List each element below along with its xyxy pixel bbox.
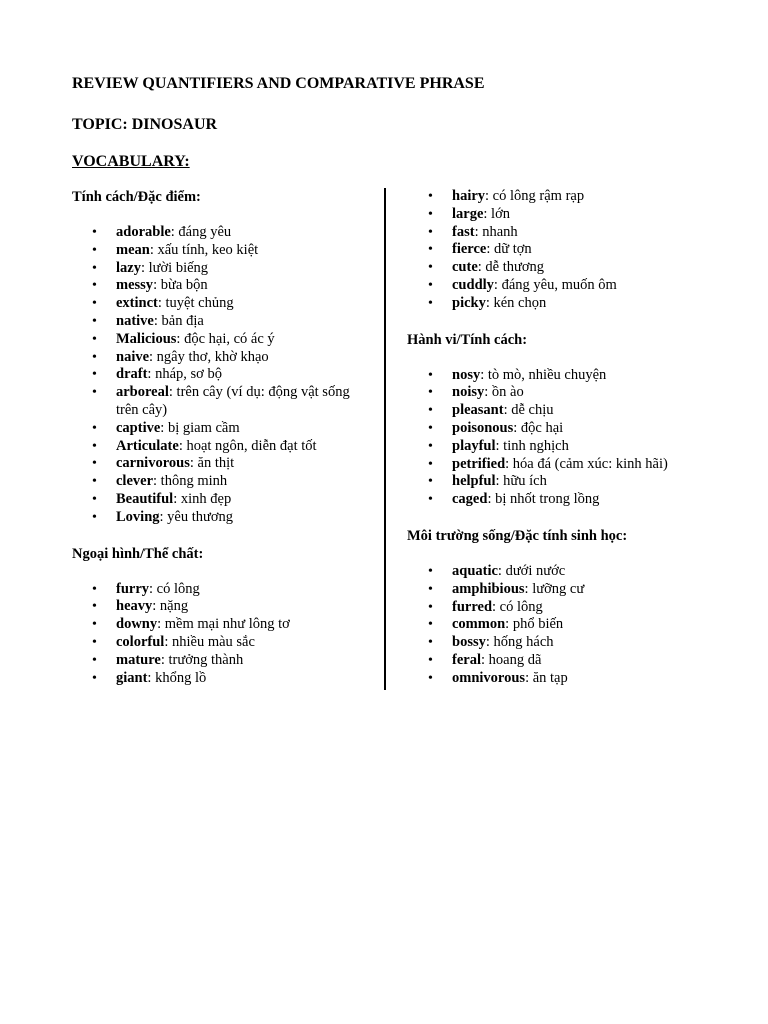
vocab-term: nosy <box>452 366 481 383</box>
vocab-item <box>72 295 372 313</box>
vocab-meaning: : ăn tạp <box>525 669 568 686</box>
section-title: Hành vi/Tính cách: <box>407 331 528 348</box>
vocab-item <box>407 241 707 259</box>
vocab-list <box>407 563 707 688</box>
vocab-meaning: : lười biếng <box>140 259 209 276</box>
right-column <box>407 188 707 688</box>
vocabulary-heading: VOCABULARY: <box>72 153 190 170</box>
vocab-term: Malicious <box>116 330 177 347</box>
vocab-meaning: : có lông <box>149 580 200 597</box>
vocab-item <box>72 384 372 420</box>
vocab-meaning: : ồn ào <box>484 384 524 401</box>
vocab-meaning: : hoang dã <box>480 651 542 668</box>
vocab-meaning: : dưới nước <box>497 562 566 579</box>
vocab-item <box>407 277 707 295</box>
vocab-meaning: : khổng lồ <box>147 669 207 686</box>
vocab-meaning: : trưởng thành <box>160 651 244 668</box>
vocab-meaning: : phổ biến <box>505 616 564 633</box>
vocab-term: lazy <box>116 259 141 276</box>
vocab-term: extinct <box>116 295 158 312</box>
vocab-term: Articulate <box>116 437 179 454</box>
vocab-meaning: : dữ tợn <box>486 241 532 258</box>
vocab-item <box>407 456 707 474</box>
vocab-meaning: : độc hại <box>513 419 564 436</box>
vocab-term: amphibious <box>452 580 525 597</box>
vocab-meaning: : dễ chịu <box>503 402 554 419</box>
vocab-term: furred <box>452 598 493 615</box>
vocab-term: Beautiful <box>116 490 174 507</box>
vocab-term: large <box>452 205 484 222</box>
vocab-item <box>72 598 372 616</box>
vocab-item <box>72 455 372 473</box>
vocab-list <box>407 367 707 509</box>
column-divider <box>384 188 386 690</box>
vocab-term: messy <box>116 277 154 294</box>
vocab-item <box>407 188 707 206</box>
vocab-term: captive <box>116 419 161 436</box>
vocab-term: fierce <box>452 241 487 258</box>
vocab-item <box>407 599 707 617</box>
vocab-meaning: : lớn <box>483 205 511 222</box>
vocab-term: heavy <box>116 598 153 615</box>
vocab-term: picky <box>452 294 486 311</box>
vocab-item <box>407 295 707 313</box>
vocab-item <box>72 438 372 456</box>
vocab-meaning: : bị nhốt trong lồng <box>487 491 600 508</box>
vocab-item <box>407 384 707 402</box>
section-title: Ngoại hình/Thể chất: <box>72 545 204 562</box>
vocab-meaning: : có lông <box>492 598 543 615</box>
vocab-term: pleasant <box>452 402 504 419</box>
vocab-item <box>407 438 707 456</box>
vocab-item <box>72 509 372 527</box>
vocab-meaning: : bị giam cầm <box>160 419 240 436</box>
vocab-meaning: : bản địa <box>153 312 204 329</box>
vocab-item <box>72 670 372 688</box>
vocab-meaning: : ăn thịt <box>189 455 235 472</box>
vocab-term: cute <box>452 259 478 276</box>
vocab-item <box>72 224 372 242</box>
vocab-item <box>407 634 707 652</box>
vocab-meaning: : nháp, sơ bộ <box>147 366 222 383</box>
vocab-term: carnivorous <box>116 455 190 472</box>
vocab-term: helpful <box>452 473 496 490</box>
vocab-meaning: : mềm mại như lông tơ <box>157 616 290 633</box>
document-title: REVIEW QUANTIFIERS AND COMPARATIVE PHRASE <box>72 75 485 92</box>
vocab-term: bossy <box>452 634 486 651</box>
vocab-meaning: : hoạt ngôn, diễn đạt tốt <box>178 437 317 454</box>
vocab-term: mature <box>116 651 161 668</box>
vocab-term: noisy <box>452 384 485 401</box>
vocab-term: naive <box>116 348 150 365</box>
vocab-term: fast <box>452 223 475 240</box>
vocab-item <box>72 652 372 670</box>
vocab-meaning: : nhanh <box>474 223 518 240</box>
vocab-meaning: : xấu tính, keo kiệt <box>149 241 259 258</box>
left-column <box>72 188 372 687</box>
vocab-term: native <box>116 312 154 329</box>
vocab-meaning: : nhiều màu sắc <box>164 633 255 650</box>
vocab-meaning: : tuyệt chủng <box>157 295 234 312</box>
vocab-term: aquatic <box>452 562 498 579</box>
vocab-item <box>407 616 707 634</box>
vocab-item <box>407 259 707 277</box>
vocab-list <box>407 188 707 313</box>
vocab-meaning: : bừa bộn <box>153 277 208 294</box>
vocab-item <box>72 634 372 652</box>
vocab-term: feral <box>452 651 481 668</box>
vocab-meaning: : ngây thơ, khờ khạo <box>149 348 269 365</box>
vocab-term: caged <box>452 491 488 508</box>
vocab-meaning: : hóa đá (cảm xúc: kinh hãi) <box>505 455 668 472</box>
vocab-term: hairy <box>452 188 486 204</box>
vocab-item <box>407 367 707 385</box>
vocab-meaning: : dễ thương <box>477 259 545 276</box>
vocab-term: petrified <box>452 455 506 472</box>
vocab-term: playful <box>452 437 496 454</box>
vocab-meaning: : nặng <box>152 598 189 615</box>
vocab-meaning: : yêu thương <box>159 508 234 525</box>
vocab-item <box>72 260 372 278</box>
vocab-list <box>72 581 372 688</box>
vocab-item <box>407 652 707 670</box>
vocab-item <box>72 349 372 367</box>
vocab-meaning: : độc hại, có ác ý <box>176 330 275 347</box>
vocab-item <box>407 581 707 599</box>
vocab-term: poisonous <box>452 419 514 436</box>
topic-heading: TOPIC: DINOSAUR <box>72 116 218 133</box>
vocab-item <box>72 473 372 491</box>
vocab-item <box>407 402 707 420</box>
vocab-term: arboreal <box>116 384 169 401</box>
vocab-item <box>407 473 707 491</box>
vocab-term: clever <box>116 473 154 490</box>
vocab-meaning: : thông minh <box>153 473 228 490</box>
vocab-item <box>407 670 707 688</box>
vocab-item <box>72 313 372 331</box>
section-title: Môi trường sống/Đặc tính sinh học: <box>407 527 628 544</box>
vocab-meaning: : tò mò, nhiều chuyện <box>480 366 607 383</box>
vocab-term: common <box>452 616 506 633</box>
vocab-item <box>72 331 372 349</box>
vocab-meaning: : đáng yêu, muốn ôm <box>493 276 617 293</box>
vocab-meaning: : kén chọn <box>485 294 547 311</box>
vocab-term: adorable <box>116 224 171 240</box>
vocab-item <box>407 491 707 509</box>
vocab-item <box>72 491 372 509</box>
vocab-term: furry <box>116 580 150 597</box>
vocab-term: downy <box>116 616 158 633</box>
vocab-item <box>72 242 372 260</box>
vocab-list <box>72 224 372 527</box>
vocab-meaning: : trên cây (ví dụ: động vật sống trên cây) <box>116 384 350 418</box>
vocab-term: omnivorous <box>452 669 526 686</box>
vocab-meaning: : hống hách <box>485 634 554 651</box>
vocab-term: cuddly <box>452 276 494 293</box>
vocab-item <box>407 224 707 242</box>
vocab-meaning: : có lông rậm rạp <box>485 188 585 204</box>
vocab-meaning: : đáng yêu <box>170 224 232 240</box>
vocab-item <box>72 581 372 599</box>
vocab-term: colorful <box>116 633 165 650</box>
vocab-term: mean <box>116 241 150 258</box>
vocab-term: giant <box>116 669 148 686</box>
vocab-item <box>407 563 707 581</box>
vocab-term: Loving <box>116 508 160 525</box>
vocab-item <box>72 616 372 634</box>
vocab-meaning: : lưỡng cư <box>524 580 585 597</box>
section-title: Tính cách/Đặc điểm: <box>72 189 201 205</box>
vocab-meaning: : hữu ích <box>495 473 547 490</box>
vocab-term: draft <box>116 366 148 383</box>
vocab-meaning: : xinh đẹp <box>173 490 232 507</box>
vocab-item <box>407 420 707 438</box>
vocab-item <box>72 420 372 438</box>
vocab-item <box>72 277 372 295</box>
vocab-item <box>407 206 707 224</box>
vocab-item <box>72 366 372 384</box>
vocab-meaning: : tinh nghịch <box>495 437 569 454</box>
